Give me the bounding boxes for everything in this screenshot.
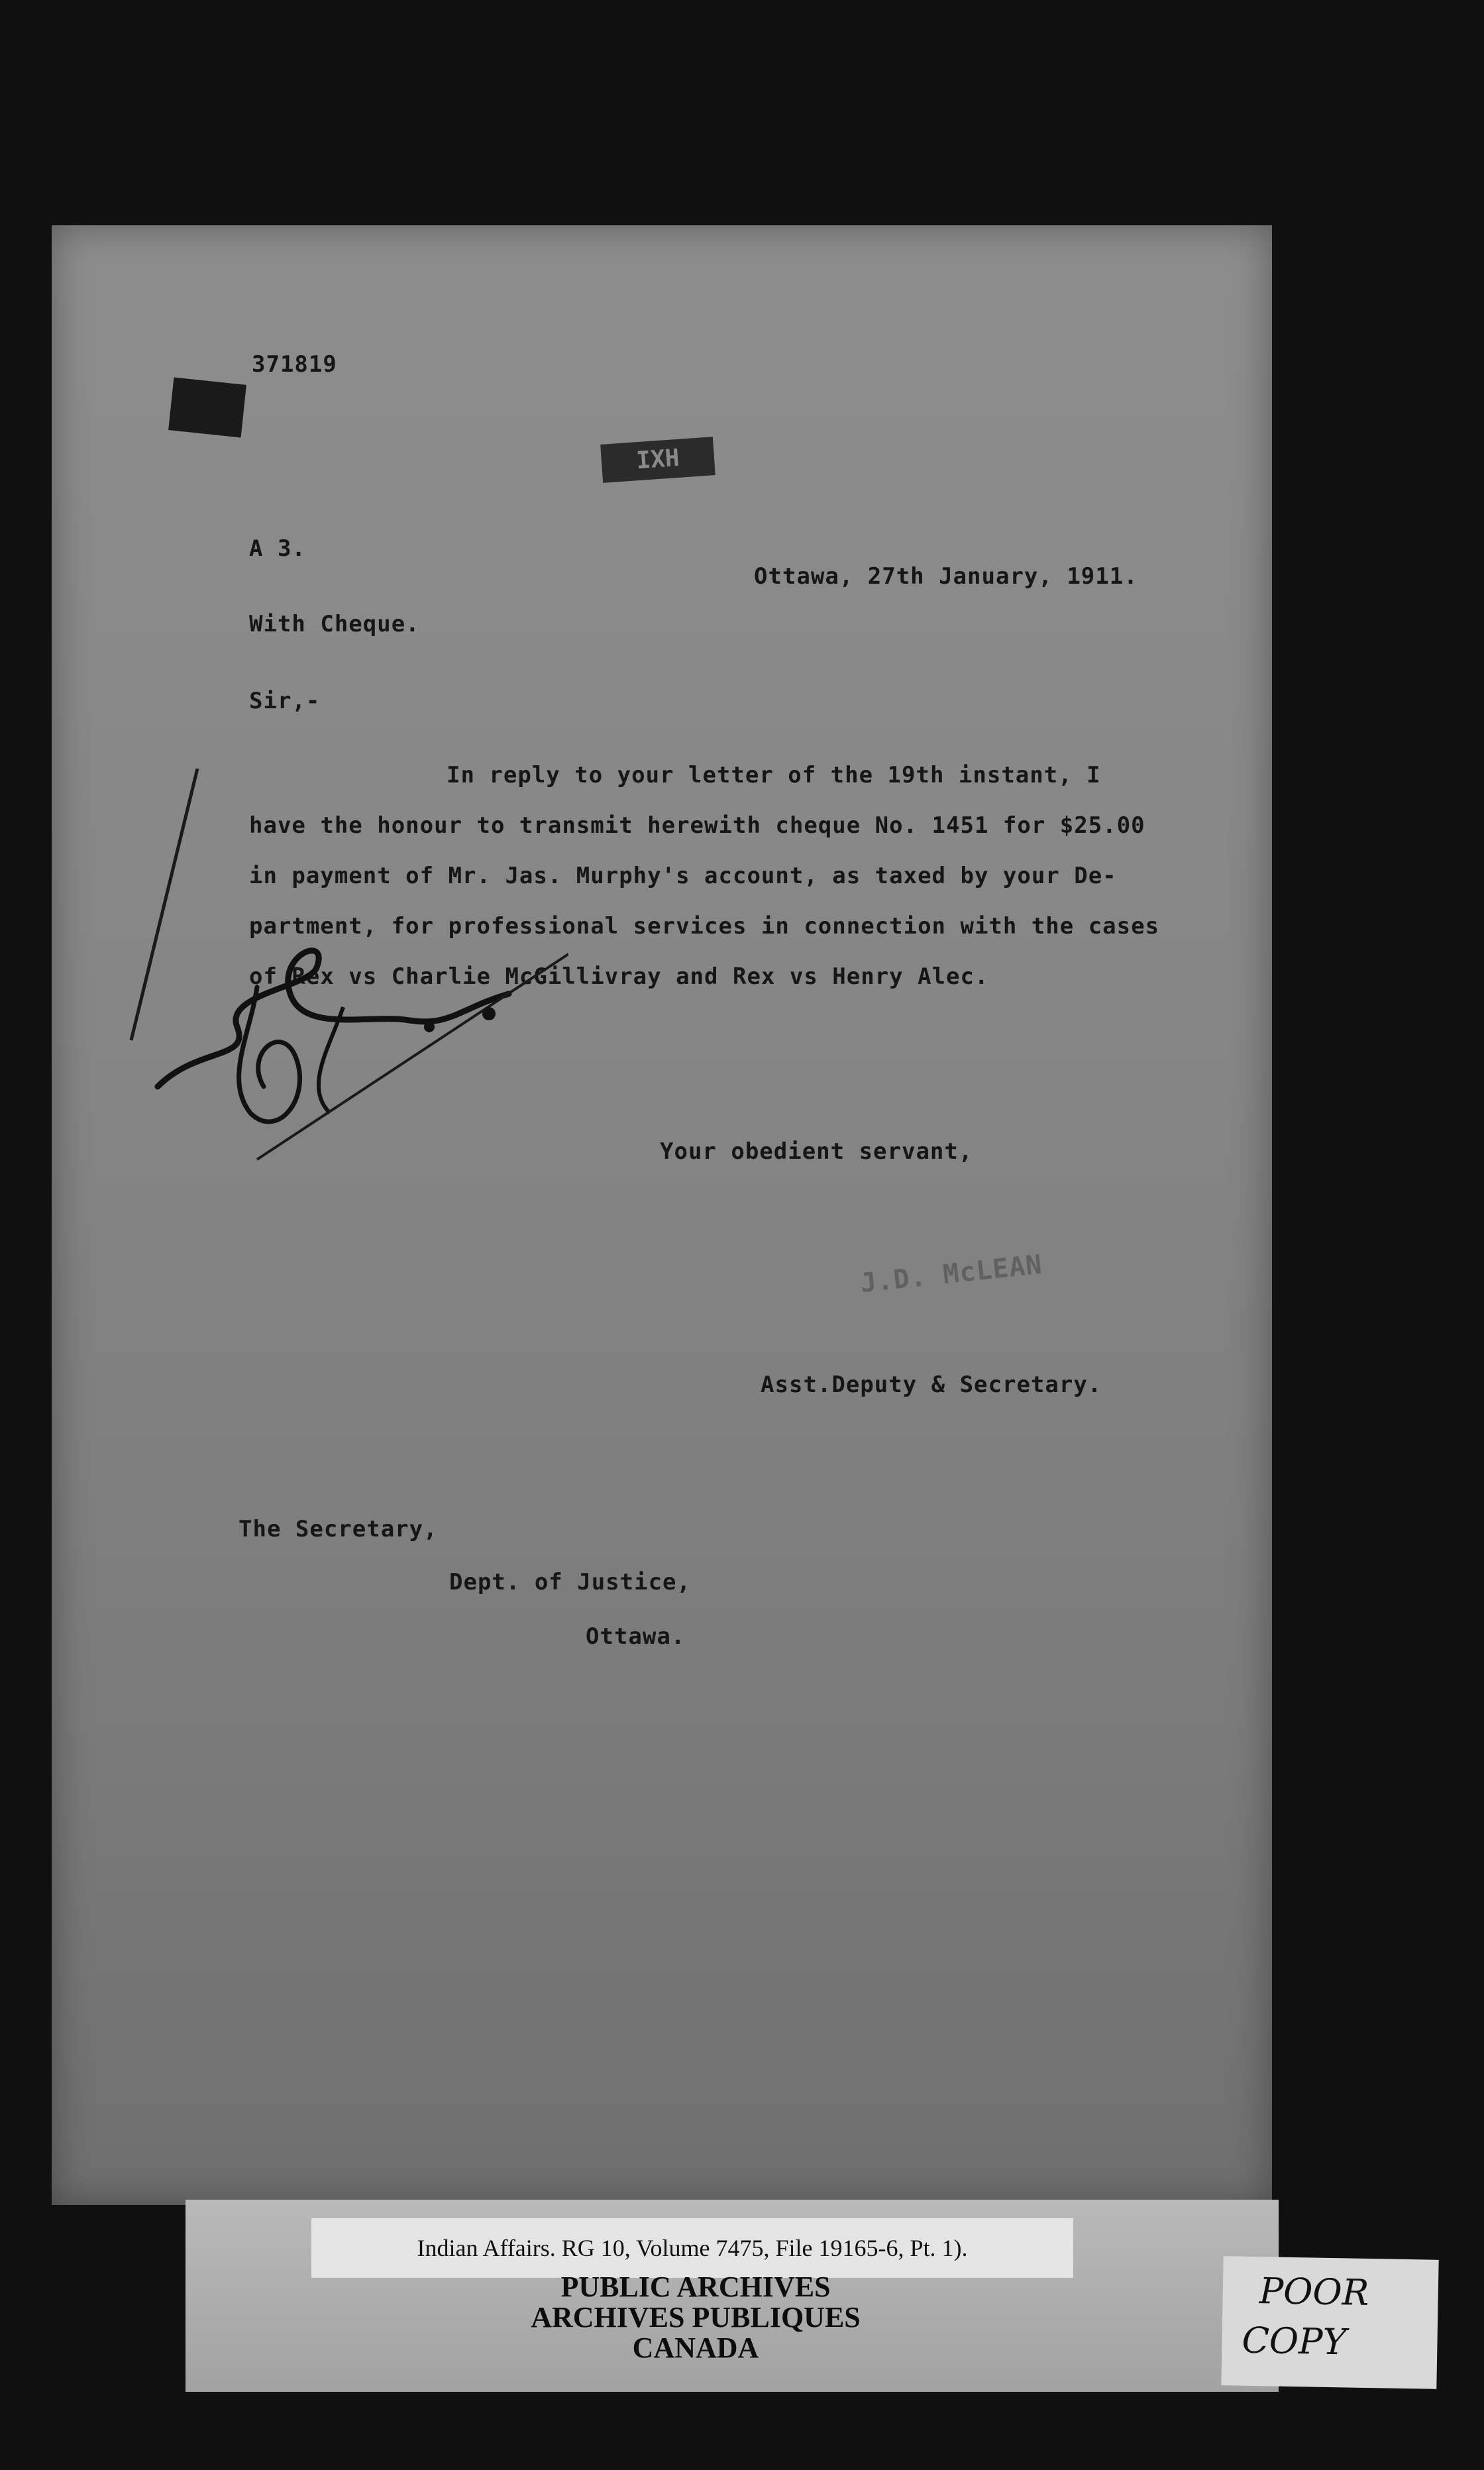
addressee-line: Ottawa. [586,1623,686,1650]
body-line: have the honour to transmit herewith cheque No. 1451 for $25.00 [249,812,1145,839]
archive-name-line: CANADA [632,2332,759,2364]
handwritten-initials-mark [91,769,568,1166]
place-date: Ottawa, 27th January, 1911. [754,563,1138,590]
punch-damage [168,377,246,437]
body-line: In reply to your letter of the 19th instant, I [447,762,1101,788]
poor-copy-card [1221,2256,1438,2389]
note-card-line: COPY [1241,2319,1347,2363]
addressee-line: Dept. of Justice, [449,1569,691,1595]
note-card-line: POOR [1259,2270,1369,2314]
salutation: Sir,- [249,688,321,714]
letter-sheet [52,225,1272,2205]
file-number: 371819 [252,351,337,378]
closing: Your obedient servant, [660,1138,973,1165]
addressee-line: The Secretary, [238,1516,438,1542]
archive-name [278,2273,1113,2379]
body-line: of Rex vs Charlie McGillivray and Rex vs Henry Alec. [249,963,989,990]
enclosure-note: With Cheque. [249,611,420,637]
file-stamp: IXH [600,437,716,483]
signatory-name-stamp: J.D. McLEAN [859,1249,1044,1299]
signatory-title: Asst.Deputy & Secretary. [761,1371,1102,1398]
body-line: in payment of Mr. Jas. Murphy's account, as taxed by your De- [249,863,1117,889]
archive-reference: Indian Affairs. RG 10, Volume 7475, File 19165-6, Pt. 1). [311,2218,1073,2278]
body-line: partment, for professional services in connection with the cases [249,913,1160,940]
archive-name-line: PUBLIC ARCHIVES [560,2271,831,2303]
archive-name-line: ARCHIVES PUBLIQUES [531,2301,861,2334]
reference-initials: A 3. [249,535,306,562]
